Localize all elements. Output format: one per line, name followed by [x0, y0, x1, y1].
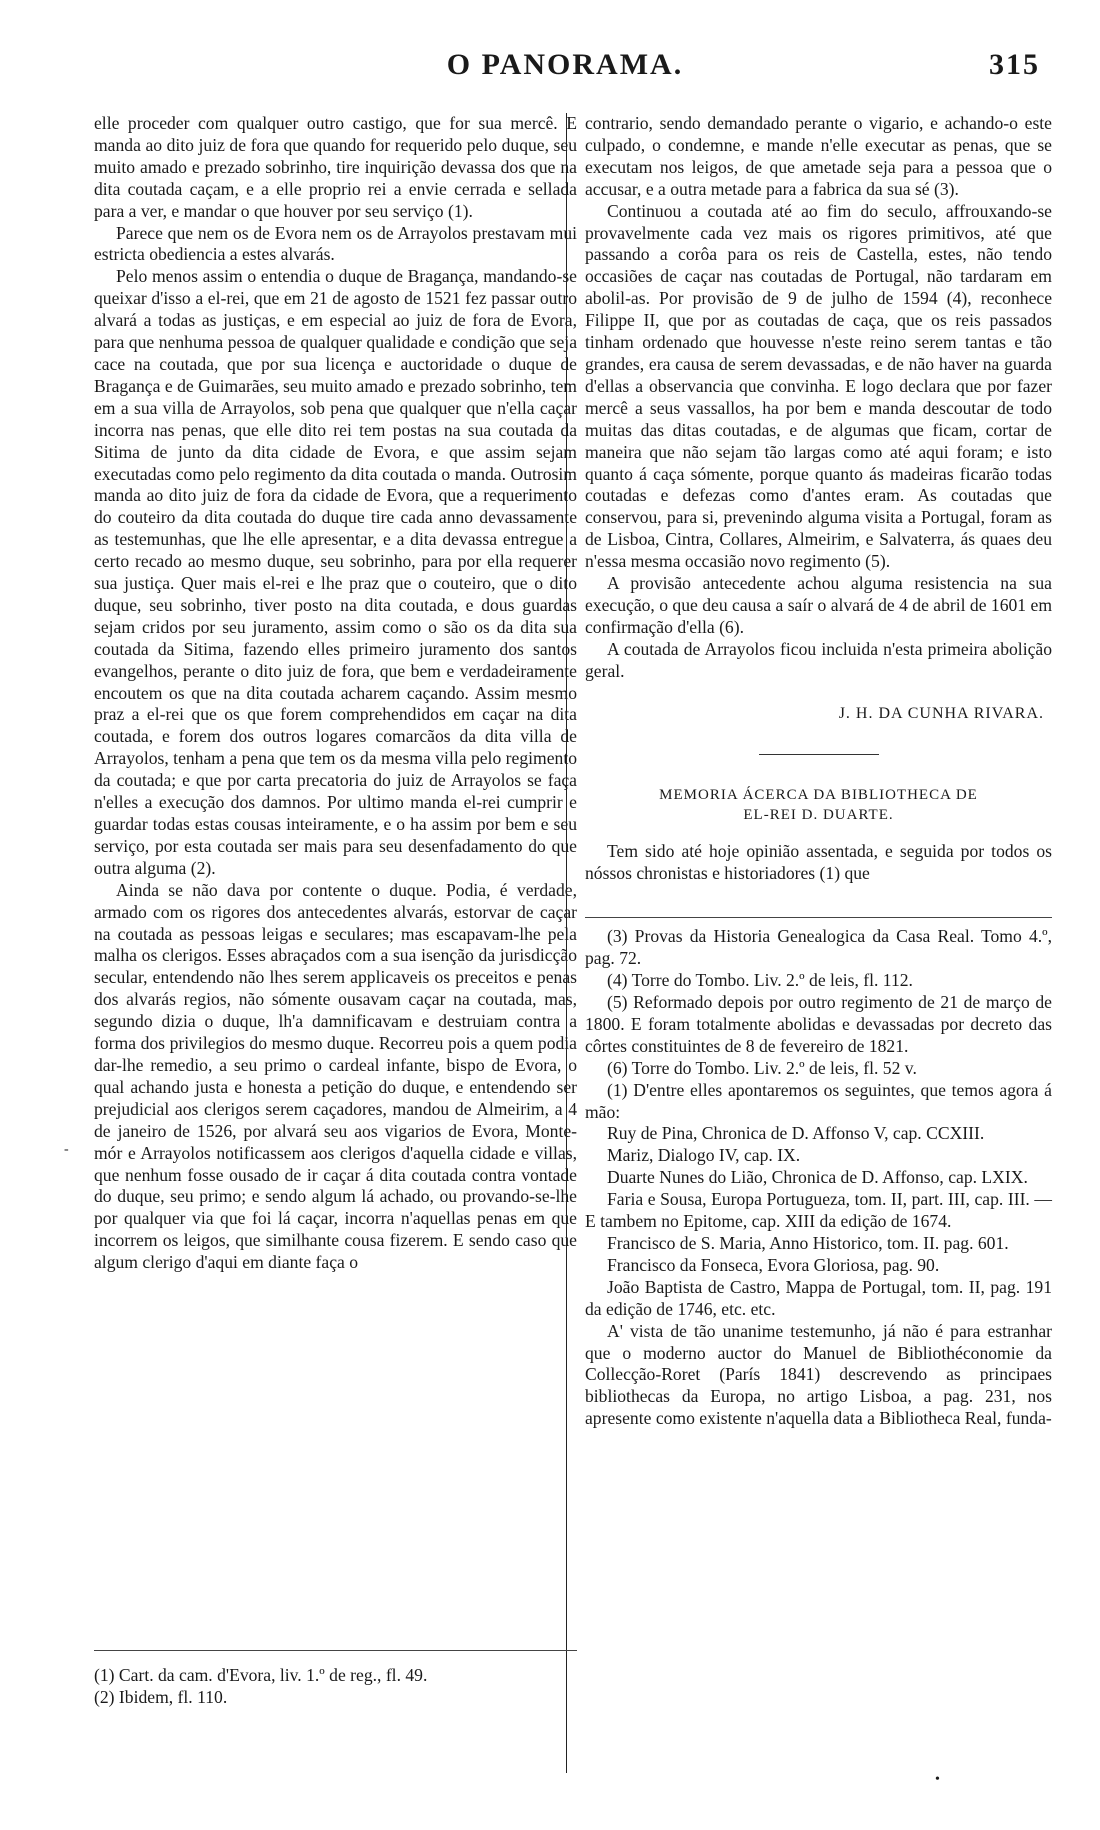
paragraph: Pelo menos assim o entendia o duque de Bragança, mandando-se queixar d'isso a el-rei, que em 21 de agosto de 1521 fez passar outro alvará a todas as justiças, e em especial ao juiz de fora de Evora, para que nenhuma pessoa de qualquer qualidade e condição que seja cace na coutada, que por sua licença e auctoridade o duque de Bragança e de Guimarães, seu muito amado e prezado sobrinho, tem em a sua villa de Arrayolos, sob pena que qualquer que n'ella caçar incorra nas penas, que elle dito rei tem postas na sua coutada da Sitima de junto da dita cidade de Evora, e que assim sejam executadas como pelo regimento da dita coutada o manda. Outrosim manda ao dito juiz de fora da cidade de Evora, que a requerimento do couteiro da dita coutada do duque tire cada anno devassamente as testemunhas, que lhe elle apresentar, e a dita devassa entregue a certo recado ao mesmo duque, seu sobrinho, para por ella requerer sua justiça. Quer mais el-rei e lhe praz que o couteiro, que o dito duque, seu sobrinho, tiver posto na dita coutada, e dous guardas sejam cridos por seu juramento, assim como o são os da dita sua coutada da Sitima, fazendo elles primeiro juramento dos santos evangelhos, perante o dito juiz de fora, que bem e verdadeiramente encoutem os que na dita coutada acharem caçando. Assim mesmo praz a el-rei que os que forem comprehendidos em caçar na dita coutada, e forem dos outros logares comarcãos da dita villa de Arrayolos, tenham a pena que tem os da mesma villa pelo regimento da coutada; e que por carta precatoria do juiz de Arrayolos se faça n'elles a execução dos damnos. Por ultimo manda el-rei cumprir e guardar todas estas cousas inteiramente, e o ha assim por bem e seu serviço, por esta coutada ser mais para seu desenfadamento do que outra alguma (2).	[94, 266, 577, 878]
paragraph: A coutada de Arrayolos ficou incluida n'esta primeira abolição geral.	[585, 638, 1052, 681]
footnote: Francisco de S. Maria, Anno Historico, tom. II. pag. 601.	[607, 1232, 1009, 1253]
paragraph: Continuou a coutada até ao fim do seculo, affrouxando-se provavelmente cada vez mais os rigores primitivos, até que passando a corôa para os reis de Castella, estes, não tendo occasiões de caçar nas coutadas de Portugal, não tardaram em abolil-as. Por provisão de 9 de julho de 1594 (4), reconhece Filippe II, que por as coutadas de caça, que os reis passados tinham ordenado que houvesse n'este reino serem tantas e tão grandes, era causa de serem devassadas, e de não haver na guarda d'ellas a observancia que convinha. E logo declara que por fazer mercê a seus vassallos, ha por bem e manda descoutar de todo muitas das ditas coutadas, e de algumas que ficam, cortar de maneira que não sejam tão largas como até aqui foram; e isto quanto á caça sómente, porque quanto ás madeiras ficarão todas coutadas e defezas como d'antes eram. As coutadas que conservou, para si, prevenindo alguma visita a Portugal, foram as de Lisboa, Cintra, Collares, Almeirim, e Salvaterra, ás quaes deu n'essa mesma occasião novo regimento (5).	[585, 200, 1052, 572]
section-title	[585, 785, 1052, 825]
footnote: (6) Torre do Tombo. Liv. 2.º de leis, fl. 52 v.	[607, 1057, 917, 1078]
footnote-rule	[585, 917, 1052, 918]
footnote: (1) Cart. da cam. d'Evora, liv. 1.º de reg., fl. 49.	[94, 1665, 428, 1685]
footnote: Mariz, Dialogo IV, cap. IX.	[607, 1145, 801, 1166]
bottom-mark: •	[935, 1772, 940, 1787]
page-number: 315	[989, 48, 1040, 81]
right-column	[585, 113, 1052, 1430]
journal-title: O PANORAMA.	[446, 48, 684, 81]
footnote: (5) Reformado depois por outro regimento de 21 de março de 1800. E foram totalmente abolidas e devassadas por decreto das côrtes constituintes de 8 de fevereiro de 1821.	[585, 992, 1052, 1056]
author-signature: J. H. DA CUNHA RIVARA.	[838, 704, 1044, 722]
footnote: (3) Provas da Historia Genealogica da Casa Real. Tomo 4.º, pag. 72.	[585, 926, 1052, 969]
section-title-line: EL-REI D. DUARTE.	[743, 807, 894, 824]
footnote: (2) Ibidem, fl. 110.	[94, 1686, 228, 1707]
footnote-rule	[94, 1650, 577, 1651]
footnote: (1) D'entre elles apontaremos os seguintes, que temos agora á mão:	[585, 1079, 1052, 1122]
footnote: João Baptista de Castro, Mappa de Portugal, tom. II, pag. 191 da edição de 1746, etc. etc.	[585, 1276, 1052, 1319]
left-column	[94, 113, 577, 1274]
paragraph: Ainda se não dava por contente o duque. Podia, é verdade, armado com os rigores dos antecedentes alvarás, estorvar de caçar na coutada as pessoas leigas e seculares; mas escapavam-lhe pela malha os clerigos. Esses abraçados com a sua isenção da jurisdicção secular, entendendo não lhes serem applicaveis os preceitos e penas dos alvarás regios, não sómente ousavam caçar na coutada, mas, segundo dizia o duque, lh'a damnificavam e destruiam contra a forma dos privilegios do mesmo duque. Recorreu pois a quem podia dar-lhe remedio, a seu primo o cardeal infante, bispo de Evora, o qual achando justa e honesta a petição do duque, e entendendo ser prejudicial aos clerigos serem caçadores, mandou de Almeirim, a 4 de janeiro de 1526, por alvará seu aos vigarios de Evora, Monte-mór e Arrayolos notificassem aos clerigos d'aquella cidade e villas, que nenhum fosse ousado de ir caçar á dita coutada contra vontade do duque, seu primo; e sendo algum lá achado, ou provando-se-lhe por qualquer via que foi lá caçar, incorra n'aquellas penas em que incorrem os leigos, que similhante cousa fizerem. E sendo caso que algum clerigo d'aqui em diante faça o	[94, 879, 577, 1273]
section-title-line: MEMORIA ÁCERCA DA BIBLIOTHECA DE	[659, 787, 978, 804]
paragraph: A provisão antecedente achou alguma resistencia na sua execução, o que deu causa a saír o alvará de 4 de abril de 1601 em confirmação d'ella (6).	[585, 573, 1052, 637]
left-footnotes	[94, 1650, 577, 1709]
footnote: A' vista de tão unanime testemunho, já não é para estranhar que o moderno auctor do Manuel de Bibliothéconomie da Collecção-Roret (París 1841) descrevendo as principaes bibliothecas da Europa, no artigo Lisboa, a pag. 231, nos apresente como existente n'aquella data a Bibliotheca Real, funda-	[585, 1320, 1052, 1429]
footnote: Faria e Sousa, Europa Portugueza, tom. II, part. III, cap. III. — E tambem no Epitome, cap. XIII da edição de 1674.	[585, 1189, 1052, 1232]
footnote: Ruy de Pina, Chronica de D. Affonso V, cap. CCXIII.	[607, 1123, 985, 1144]
footnote: Duarte Nunes do Lião, Chronica de D. Affonso, cap. LXIX.	[607, 1167, 1028, 1188]
paragraph: contrario, sendo demandado perante o vigario, e achando-o este culpado, o condemne, e mande n'elle executar as penas, que se executam nos leigos, de que ametade seja para a pessoa que o accusar, e a outra metade para a fabrica da sua sé (3).	[585, 113, 1052, 199]
paragraph: elle proceder com qualquer outro castigo, que for sua mercê. E manda ao dito juiz de fora que quando for requerido pelo duque, seu muito amado e prezado sobrinho, tire inquirição devassa dos que na dita coutada caçam, e a elle proprio rei a envie cerrada e sellada para a ver, e mandar o que houver por seu serviço (1).	[94, 113, 577, 221]
footnote: (4) Torre do Tombo. Liv. 2.º de leis, fl. 112.	[607, 970, 913, 991]
paragraph: Tem sido até hoje opinião assentada, e seguida por todos os nóssos chronistas e historiadores (1) que	[585, 841, 1052, 884]
footnote: Francisco da Fonseca, Evora Gloriosa, pag. 90.	[607, 1254, 940, 1275]
margin-mark: -	[64, 1142, 69, 1157]
right-footnotes	[585, 917, 1052, 1430]
page-header	[90, 48, 1040, 88]
section-separator	[759, 754, 879, 755]
paragraph: Parece que nem os de Evora nem os de Arrayolos prestavam mui estricta obediencia a estes alvarás.	[94, 222, 577, 265]
